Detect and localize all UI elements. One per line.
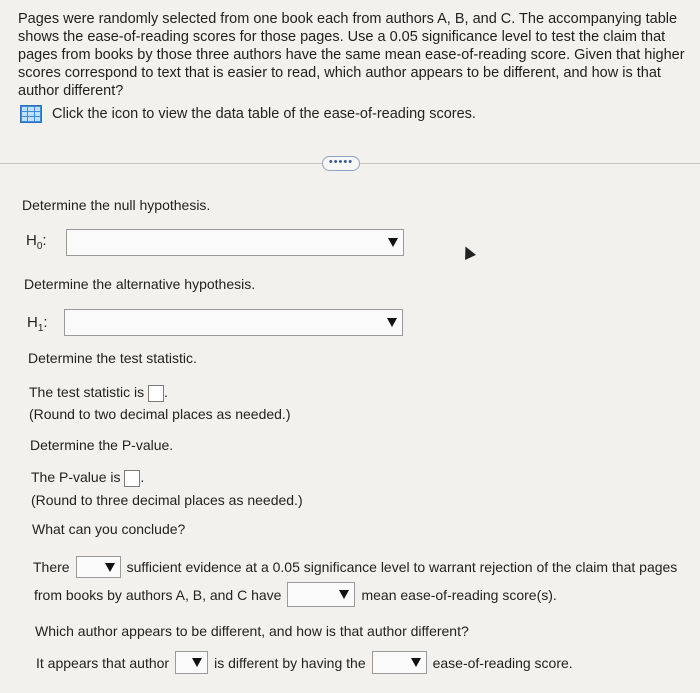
data-table-link[interactable]	[20, 105, 476, 123]
conclusion-authors-text: from books by authors A, B, and C have	[34, 586, 282, 603]
chevron-down-icon	[387, 318, 397, 327]
p-value-period: .	[140, 469, 145, 485]
conclusion-sufficient-text: sufficient evidence at a 0.05 significance level to warrant rejection of the claim that pages	[126, 559, 678, 575]
p-value-row	[31, 469, 144, 487]
mean-select[interactable]	[287, 582, 355, 607]
null-hypothesis-select[interactable]	[66, 229, 404, 256]
mouse-cursor-icon	[460, 244, 476, 260]
data-table-link-text: Click the icon to view the data table of the ease-of-reading scores.	[52, 106, 476, 122]
question-line: pages from books by those three authors have the same mean ease-of-reading score. Given that higher	[18, 47, 685, 63]
expand-ellipsis-button[interactable]: •••••	[322, 156, 360, 171]
alternative-hypothesis-prompt: Determine the alternative hypothesis.	[24, 276, 256, 292]
conclusion-prompt: What can you conclude?	[32, 521, 186, 537]
different-author-row	[36, 651, 573, 674]
question-line: scores correspond to text that is easier to read, which author appears to be different, and how is that	[18, 65, 661, 81]
author-select[interactable]	[175, 651, 208, 674]
chevron-down-icon	[411, 658, 421, 667]
h1-subscript: 1	[37, 323, 44, 334]
h1-colon: :	[43, 314, 48, 331]
null-hypothesis-prompt: Determine the null hypothesis.	[22, 197, 211, 213]
evidence-select[interactable]	[76, 556, 121, 578]
p-value-text: The P-value is	[31, 469, 121, 485]
conclusion-there-text: There	[33, 559, 70, 575]
h0-subscript: 0	[36, 241, 43, 252]
h0-colon: :	[42, 232, 47, 249]
h0-letter: H	[26, 232, 37, 249]
conclusion-mean-text: mean ease-of-reading score(s).	[361, 586, 557, 603]
chevron-down-icon	[192, 658, 202, 667]
chevron-down-icon	[388, 238, 398, 247]
test-statistic-input[interactable]	[148, 385, 164, 402]
alternative-hypothesis-select[interactable]	[64, 309, 403, 336]
question-text	[18, 10, 698, 100]
chevron-down-icon	[339, 590, 349, 599]
test-statistic-period: .	[164, 384, 168, 400]
test-statistic-note: (Round to two decimal places as needed.)	[29, 406, 291, 422]
ease-score-text: ease-of-reading score.	[432, 654, 573, 671]
different-author-text: It appears that author	[36, 654, 170, 671]
question-line: shows the ease-of-reading scores for those pages. Use a 0.05 significance level to test the claim that	[18, 29, 666, 45]
p-value-note: (Round to three decimal places as needed.)	[31, 492, 303, 508]
test-statistic-prompt: Determine the test statistic.	[28, 350, 197, 366]
test-statistic-row	[29, 384, 168, 402]
different-by-text: is different by having the	[214, 654, 366, 671]
h0-label	[26, 232, 47, 252]
test-statistic-text: The test statistic is	[29, 384, 145, 400]
chevron-down-icon	[105, 563, 115, 572]
conclusion-row-2	[34, 582, 557, 607]
question-line: author different?	[18, 83, 124, 99]
p-value-input[interactable]	[124, 470, 140, 487]
p-value-prompt: Determine the P-value.	[30, 437, 174, 453]
data-table-icon[interactable]	[20, 105, 42, 123]
h1-label	[27, 314, 48, 334]
h1-letter: H	[27, 314, 38, 331]
question-line: Pages were randomly selected from one book each from authors A, B, and C. The accompanying table	[18, 11, 678, 27]
conclusion-row-1	[33, 556, 677, 578]
score-level-select[interactable]	[372, 651, 427, 674]
different-author-prompt: Which author appears to be different, and how is that author different?	[35, 623, 469, 639]
